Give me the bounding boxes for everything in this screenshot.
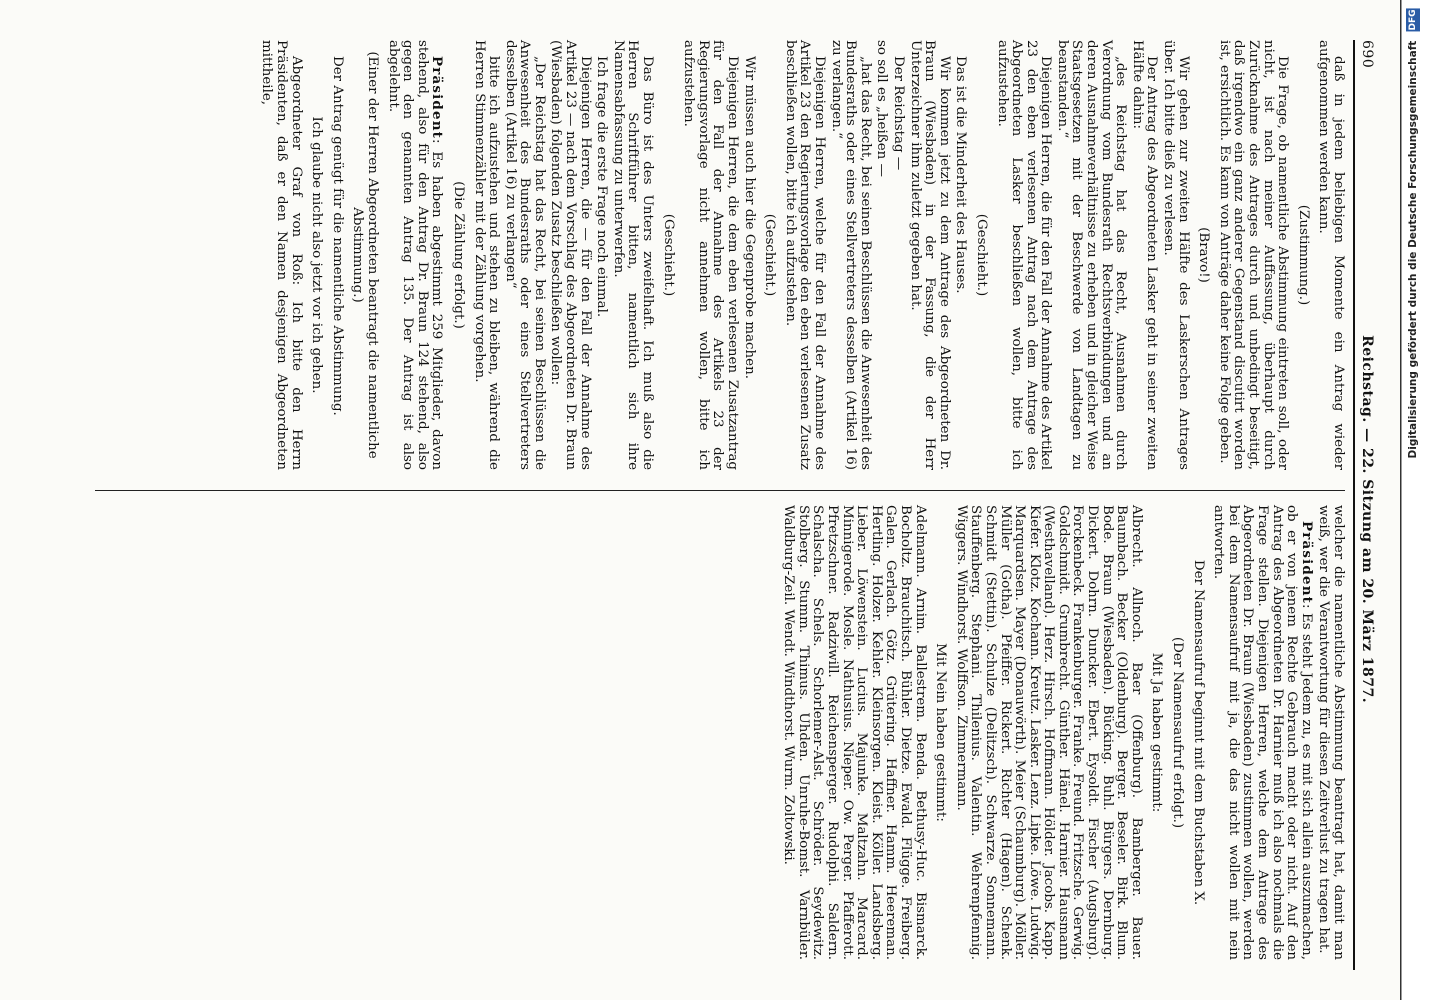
paragraph bbox=[471, 40, 500, 470]
speaker-name: Präsident bbox=[429, 56, 446, 140]
paragraph bbox=[502, 40, 546, 470]
centered-note bbox=[973, 40, 988, 470]
paragraph-text: bitte ich aufzustehen und stehen zu bleiben, während die Herren Stimmenzähler mit der Zählung vorgehen. bbox=[471, 40, 502, 470]
paragraph-text: Der Namensaufruf beginnt mit dem Buchstaben X. bbox=[1190, 559, 1206, 906]
paragraph-text: welcher die namentliche Abstimmung beantragt hat, damit man weiß, wer die Verantwortung für diesen Zeitverlust zu tragen hat. bbox=[1316, 505, 1346, 960]
paragraph bbox=[1316, 505, 1345, 960]
centered-note bbox=[762, 40, 777, 470]
paragraph bbox=[953, 40, 968, 470]
paragraph bbox=[1216, 40, 1289, 470]
sidebar-credit-text: Digitalisierung gefördert durch die Deutsche Forschungsgemeinschaft bbox=[1407, 40, 1419, 459]
paragraph-text: : Es steht Jedem zu, es mit sich allein auszumachen, ob er von jenem Rechte Gebrauch macht oder nicht. Auf den Antrag des Abgeordneten Dr. Harnier muß ich also nochmals die Frage stellen. Diejenigen Herren, welche dem Antrage des Abgeordneten Dr. Braun (Wiesbaden) zustimmen wollen, werden bei dem Namensaufruf mit ja, die das nicht wollen mit nein antworten. bbox=[1211, 505, 1314, 960]
paragraph-text: (Geschieht.) bbox=[762, 213, 778, 297]
left-column bbox=[257, 40, 1345, 470]
paragraph bbox=[610, 40, 654, 470]
paragraph-text: (Die Zählung erfolgt.) bbox=[450, 181, 466, 329]
paragraph-text: daß in jedem beliebigen Momente ein Antrag wieder aufgenommen werden kann. bbox=[1316, 40, 1346, 470]
speaker-name: Präsident bbox=[1298, 521, 1315, 605]
paragraph-text: so soll es „heißen — bbox=[874, 40, 890, 177]
paragraph-text: Ich glaube nicht also jetzt vor ich gehen. bbox=[309, 116, 325, 394]
paragraph-text: Albrecht. Allnoch. Baer (Offenburg). Bamberger. Bauer. Baumbach. Becker (Oldenburg). Berger. Beseler. Birk. Blum. Bode. Braun (Wiesbaden). Bücking. Buhl. Bürgers. Dernburg. Dickert. Dohrn. Duncker. Ebert. Eysoldt. Fischer (Augsburg). Forckenbeck. Frankenburger. Franke. Freund. Fritzsche. Gerwig. Goldschmidt. Grumbrecht. Günther. Hänel. Harnier. Hausmann (Westhavelland). Herz. Hirsch. Hoffmann. Hölder. Jacobs. Kapp. Kiefer. Klotz. Kochann. Kreutz. Lasker. Lenz. Lipke. Löwe. Ludwig. Marquardsen. Mayer (Donauwörth). Meier (Schaumburg). Möller. Müller (Gotha). Pfeiffer. Rickert. Richter (Hagen). Schenk. Schmidt (Stettin). Schulze (Delitzsch). Schwarze. Sonnemann. Stauffenberg. Stephani. Thilenius. Valentin. Wehrenpfennig. Wiggers. Windhorst. Wolffson. Zimmermann. bbox=[953, 505, 1144, 960]
paragraph bbox=[782, 40, 826, 470]
paragraph bbox=[681, 40, 739, 470]
paragraph-text: (Geschieht.) bbox=[660, 213, 676, 297]
paragraph-text: (Bravo!) bbox=[1196, 227, 1212, 283]
paragraph-text: Der Antrag des Abgeordneten Lasker geht in seiner zweiten Hälfte dahin: bbox=[1129, 40, 1160, 470]
paragraph bbox=[994, 40, 1052, 470]
paragraph-text: Abgeordneter Graf von Roß: Ich bitte den Herrn Präsidenten, daß er den Namen desjenigen Abgeordneten mittheile, bbox=[259, 40, 304, 470]
paragraph-text: Ich frage die erste Frage noch einmal. bbox=[594, 56, 610, 318]
page-number: 690 bbox=[1359, 40, 1375, 69]
paragraph bbox=[741, 40, 756, 470]
paragraph bbox=[953, 505, 1143, 960]
paragraph-text: Der Antrag genügt für die namentliche Abstimmung. bbox=[329, 56, 345, 416]
paragraph bbox=[594, 40, 609, 470]
paragraph-text: (Einer der Herren Abgeordneten beantragt die namentliche Abstimmung.) bbox=[350, 51, 380, 459]
centered-note bbox=[350, 40, 379, 470]
paragraph bbox=[329, 40, 344, 470]
paragraph-text: Die Frage, ob namentliche Abstimmung eintreten soll, oder nicht, ist nach meiner Auffassung, überhaupt durch Zurücknahme des Antrages durch und unbedingt beseitigt, daß irgendwo ein ganz anderer Gegenstand discutirt worden ist, ersichtlich. Es kann von Anträge daher keine Folge geben. bbox=[1216, 40, 1291, 470]
paragraph bbox=[1129, 40, 1158, 470]
paragraph bbox=[907, 40, 951, 470]
paragraph bbox=[1160, 40, 1189, 470]
column-divider bbox=[95, 490, 1345, 491]
paragraph-text: Wir kommen jetzt zu dem Antrage des Abgeordneten Dr. Braun (Wiesbaden) in der Fassung, die der Herr Unterzeichner ihm zuletzt gegeben hat. bbox=[907, 40, 952, 470]
paragraph-text: Diejenigen Herren, die — für den Fall der Annahme des Artikel 23 — nach dem Vorschlag des Abgeordneten Dr. Braun (Wiesbaden) folgenden Zusatz beschließen wollen: bbox=[548, 40, 593, 470]
paragraph bbox=[1054, 40, 1127, 470]
paragraph-text: Mit Nein haben gestimmt: bbox=[933, 643, 949, 822]
paragraph-text: „des Reichstag hat das Recht, Ausnahmen durch Verordnung vom Bundesrath Rechtsverbindungen und an deren Ausnahmeverhältnisse zu erheben und in gleicher Weise Staatsgesetzen mit der Beschwerde von Landtagen zu beanstanden.“ bbox=[1054, 40, 1129, 470]
sidebar-credit bbox=[1406, 8, 1420, 458]
paragraph bbox=[828, 40, 872, 470]
paragraph-text: Wir müssen auch hier die Gegenprobe machen. bbox=[741, 56, 757, 379]
paragraph-text: : Es haben abgestimmt 259 Mitglieder, davon stehend, also für den Antrag Dr. Braun 124 stehend, also gegen den genannten Antrag 135. Der Antrag ist also abgelehnt. bbox=[385, 40, 445, 470]
paragraph-text: Der Reichstag — bbox=[890, 56, 906, 171]
paragraph-text: Mit Ja haben gestimmt: bbox=[1149, 652, 1165, 813]
centered-note bbox=[309, 40, 324, 470]
centered-note bbox=[1169, 505, 1184, 960]
centered-note bbox=[933, 505, 948, 960]
paragraph-text: Adelmann. Arnim. Ballestrem. Benda. Bethusy-Huc. Bismarck. Bocholtz. Brauchitsch. Bühler. Dietze. Ewald. Flügge. Freiberg. Galen. Gerlach. Götz. Grütering. Haffner. Hamm. Heereman. Hertling. Holzer. Kehler. Kleinsorgen. Kleist. Köller. Landsberg. Lieber. Löwenstein. Lucius. Majunke. Maltzahn. Marcard. Minnigerode. Mosle. Nathusius. Nieper. Ow. Perger. Pfafferott. Pfretzschner. Radziwill. Reichensperger. Rudolphi. Saldern. Schalscha. Schels. Schorlemer-Alst. Schröder. Seydewitz. Stolberg. Stumm. Thimus. Uhden. Unruhe-Bomst. Varnbüler. Waldburg-Zeil. Wendt. Windthorst. Wurm. Zoltowski. bbox=[781, 505, 928, 960]
paragraph-text: Diejenigen Herren, die für den Fall der Annahme des Artikel 23 den eben verlesenen Antrag nach dem Antrage des Abgeordneten Lasker beschließen wollen, bitte ich aufzustehen. bbox=[994, 40, 1054, 470]
paragraph-text: Das Büro ist des Unters zweifelhaft. Ich muß also die Herren Schriftführer bitten, namentlich sich ihre Namensabfassung zu unterwerfen. bbox=[610, 40, 656, 470]
running-title: Reichstag. — 22. Sitzung am 20. März 1877. bbox=[1359, 335, 1375, 704]
centered-note bbox=[450, 40, 465, 470]
digitization-sidebar bbox=[1401, 0, 1432, 1000]
centered-note bbox=[660, 40, 675, 470]
right-column bbox=[779, 505, 1345, 960]
header-rule bbox=[1353, 40, 1355, 970]
paragraph-text: „hat das Recht, bei seinen Beschlüssen die Anwesenheit des Bundesraths oder eines Stellvertreters desselben (Artikel 16) zu verlangen.“ bbox=[828, 40, 873, 470]
paragraph bbox=[385, 40, 444, 470]
paragraph bbox=[548, 40, 592, 470]
paragraph bbox=[781, 505, 927, 960]
centered-note bbox=[1149, 505, 1164, 960]
paragraph bbox=[890, 40, 905, 470]
centered-note bbox=[1196, 40, 1211, 470]
paragraph-text: (Geschieht.) bbox=[973, 213, 989, 297]
paragraph-text: „Der Reichstag hat das Recht, bei seinen Beschlüssen die Anwesenheit des Bundesraths oder eines Stellvertreters desselben (Artikel 16) zu verlangen“ bbox=[502, 40, 547, 470]
paragraph-text: (Der Namensaufruf erfolgt.) bbox=[1170, 636, 1186, 829]
paragraph-text: Das ist die Minderheit des Hauses. bbox=[953, 56, 969, 294]
paragraph bbox=[1211, 505, 1314, 960]
centered-note bbox=[1190, 505, 1205, 960]
paragraph-text: Diejenigen Herren, welche für den Fall der Annahme des Artikel 23 den Regierungsvorlage den eben verlesenen Zusatz beschließen wollen, bitte ich aufzustehen. bbox=[782, 40, 827, 470]
paragraph bbox=[1316, 40, 1345, 470]
paragraph-text: (Zustimmung.) bbox=[1295, 204, 1311, 306]
paragraph-text: Diejenigen Herren, die dem eben verlesenen Zusatzantrag für den Fall der Annahme des Artikels 23 der Regierungsvorlage nicht annehmen wollen, bitte ich aufzustehen. bbox=[681, 40, 741, 470]
rotated-document-page bbox=[75, 0, 1385, 1000]
paragraph bbox=[874, 40, 889, 470]
centered-note bbox=[1295, 40, 1310, 470]
paragraph-text: Wir gehen zur zweiten Hälfte des Laskerschen Antrages über. Ich bitte dieß zu verlesen. bbox=[1161, 40, 1191, 470]
dfg-logo: DFG bbox=[1408, 9, 1418, 31]
page-header bbox=[1355, 40, 1379, 970]
paragraph bbox=[259, 40, 303, 470]
